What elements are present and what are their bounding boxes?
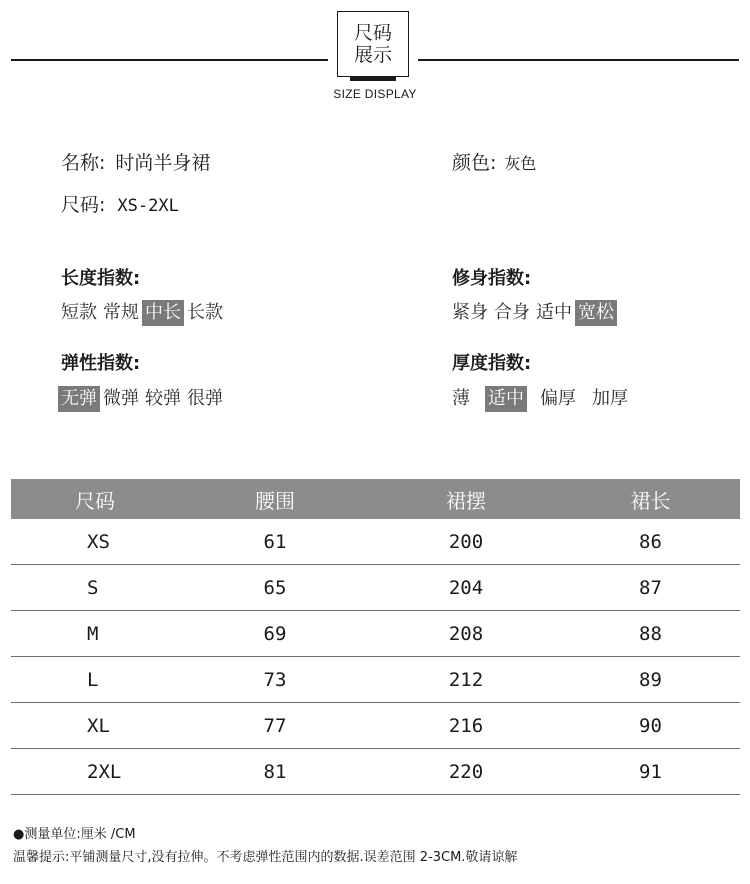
product-color-label: 颜色: (452, 152, 497, 174)
fit-option-2: 适中 (536, 302, 572, 323)
thickness-option-1: 适中 (485, 386, 527, 412)
cell-length: 86 (561, 519, 740, 565)
cell-hem: 200 (371, 519, 561, 565)
header-hem: 裙摆 (371, 479, 561, 519)
length-option-0: 短款 (61, 302, 97, 323)
table-row (11, 703, 740, 749)
cell-length: 90 (561, 703, 740, 749)
cell-size: L (11, 657, 179, 703)
title-underline (350, 77, 396, 81)
table-row (11, 749, 740, 795)
product-color (452, 148, 536, 175)
thickness-index-options (449, 386, 631, 412)
fit-option-3: 宽松 (575, 300, 617, 326)
length-option-2: 中长 (142, 300, 184, 326)
size-table-header-row (11, 479, 740, 519)
section-title-line2: 展示 (353, 44, 392, 66)
cell-hem: 216 (371, 703, 561, 749)
length-option-1: 常规 (103, 302, 139, 323)
table-row (11, 519, 740, 565)
cell-waist: 69 (179, 611, 371, 657)
section-subtitle: SIZE DISPLAY (333, 87, 417, 101)
product-name-label: 名称: (61, 152, 106, 174)
cell-size: 2XL (11, 749, 179, 795)
elasticity-index-options (58, 386, 226, 412)
thickness-option-2: 偏厚 (540, 388, 576, 409)
cell-length: 88 (561, 611, 740, 657)
table-row (11, 565, 740, 611)
product-size (61, 190, 179, 217)
size-table (11, 479, 740, 795)
fit-option-0: 紧身 (452, 302, 488, 323)
elasticity-option-3: 很弹 (187, 388, 223, 409)
product-name-value: 时尚半身裙 (115, 152, 211, 174)
cell-waist: 65 (179, 565, 371, 611)
measure-unit-note: ●测量单位:厘米 /CM (13, 827, 136, 842)
cell-size: XL (11, 703, 179, 749)
cell-waist: 77 (179, 703, 371, 749)
elasticity-option-1: 微弹 (103, 388, 139, 409)
product-name (61, 148, 210, 175)
header-size: 尺码 (11, 479, 179, 519)
cell-size: S (11, 565, 179, 611)
table-row (11, 611, 740, 657)
length-option-3: 长款 (187, 302, 223, 323)
cell-waist: 73 (179, 657, 371, 703)
elasticity-option-2: 较弹 (145, 388, 181, 409)
cell-hem: 212 (371, 657, 561, 703)
cell-waist: 61 (179, 519, 371, 565)
thickness-option-3: 加厚 (592, 388, 628, 409)
cell-waist: 81 (179, 749, 371, 795)
product-size-label: 尺码: (61, 194, 106, 216)
fit-option-1: 合身 (494, 302, 530, 323)
length-index-options (58, 300, 226, 326)
cell-hem: 208 (371, 611, 561, 657)
cell-length: 87 (561, 565, 740, 611)
section-title-box (337, 11, 409, 77)
cell-length: 89 (561, 657, 740, 703)
cell-hem: 220 (371, 749, 561, 795)
product-size-value: XS-2XL (117, 196, 179, 216)
elasticity-option-0: 无弹 (58, 386, 100, 412)
length-index-label: 长度指数: (61, 268, 141, 289)
measure-tip-note: 温馨提示:平铺测量尺寸,没有拉伸。不考虑弹性范围内的数据.误差范围 2-3CM.敬请谅解 (13, 850, 518, 865)
header-waist: 腰围 (179, 479, 371, 519)
header-line-right (418, 59, 739, 61)
cell-hem: 204 (371, 565, 561, 611)
thickness-option-0: 薄 (452, 388, 470, 409)
fit-index-label: 修身指数: (452, 268, 532, 289)
fit-index-options (449, 300, 617, 326)
header-length: 裙长 (561, 479, 740, 519)
cell-size: XS (11, 519, 179, 565)
thickness-index-label: 厚度指数: (452, 353, 532, 374)
product-color-value: 灰色 (504, 154, 537, 173)
cell-length: 91 (561, 749, 740, 795)
table-row (11, 657, 740, 703)
elasticity-index-label: 弹性指数: (61, 353, 141, 374)
header-line-left (11, 59, 328, 61)
section-title-line1: 尺码 (353, 22, 392, 44)
cell-size: M (11, 611, 179, 657)
